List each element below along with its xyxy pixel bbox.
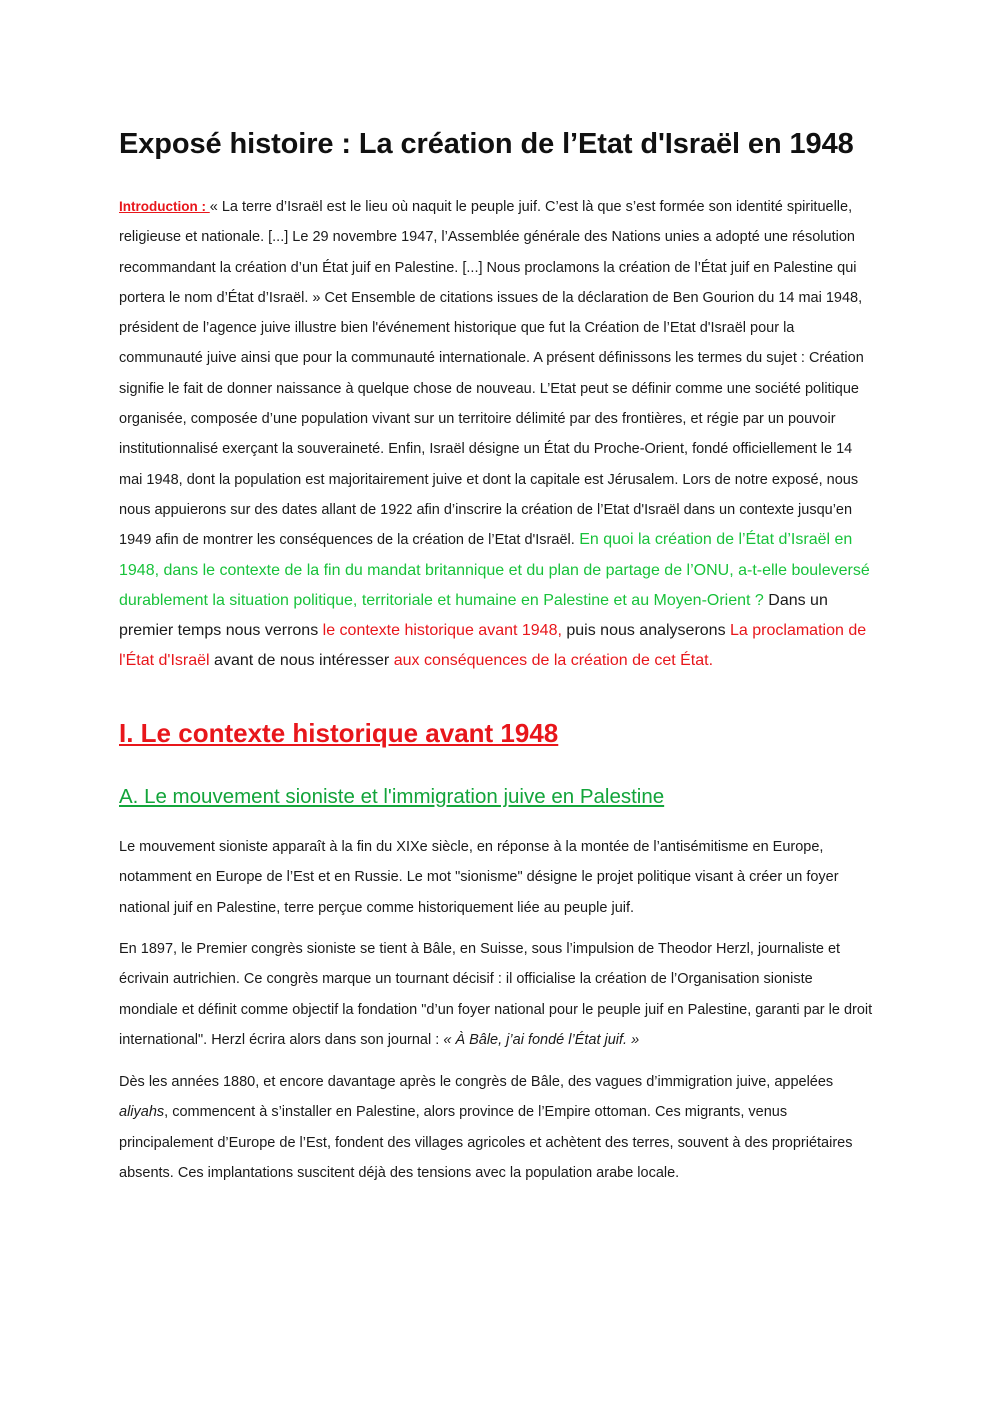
introduction-paragraph	[119, 192, 875, 677]
introduction-body: « La terre d’Israël est le lieu où naquit le peuple juif. C’est là que s’est formée son identité spirituelle, religieuse et nationale. [...] Le 29 novembre 1947, l’Assemblée générale des Nations unies a adopté une résolution recommandant la création d’un État juif en Palestine. [...] Nous proclamons la création de l’État juif en Palestine qui portera le nom d’État d’Israël. » Cet Ensemble de citations issues de la déclaration de Ben Gourion du 14 mai 1948, président de l’agence juive illustre bien l'événement historique que fut la Création de l’Etat d'Israël pour la communauté juive ainsi que pour la communauté internationale. A présent définissons les termes du sujet : Création signifie le fait de donner naissance à quelque chose de nouveau. L’Etat peut se définir comme une société politique organisée, composée d’une population vivant sur un territoire délimité par des frontières, et régie par un pouvoir institutionnalisé exerçant la souveraineté. Enfin, Israël désigne un État du Proche-Orient, fondé officiellement le 14 mai 1948, dont la population est majoritairement juive et dont la capitale est Jérusalem. Lors de notre exposé, nous nous appuierons sur des dates allant de 1922 afin d’inscrire la création de l’Etat d'Israël dans un contexte jusqu’en 1949 afin de montrer les conséquences de la création de l’Etat d'Israël.	[119, 199, 864, 549]
subsection-a-paragraph-2	[119, 934, 875, 1055]
document-title: Exposé histoire : La création de l’Etat d'Israël en 1948	[119, 128, 854, 160]
paragraph-3-end: , commencent à s’installer en Palestine, alors province de l’Empire ottoman. Ces migrants, venus principalement d’Europe de l’Est, fondent des villages agricoles et achètent des terres, souvent à des propriétaires absents. Ces implantations suscitent déjà des tensions avec la population arabe locale.	[119, 1104, 853, 1181]
plan-text-1: Dans un premier temps nous verrons	[119, 591, 828, 640]
plan-text-3: avant de nous intéresser	[209, 652, 394, 670]
problematic-question: En quoi la création de l’État d’Israël en 1948, dans le contexte de la fin du mandat britannique et du plan de partage de l’ONU, a-t-elle bouleversé durablement la situation politique, territoriale et humaine en Palestine et au Moyen-Orient ?	[119, 531, 870, 609]
subsection-a-paragraph-1: Le mouvement sioniste apparaît à la fin du XIXe siècle, en réponse à la montée de l’antisémitisme en Europe, notamment en Europe de l’Est et en Russie. Le mot "sionisme" désigne le projet politique visant à créer un foyer national juif en Palestine, terre perçue comme historiquement liée au peuple juif.	[119, 839, 839, 916]
paragraph-3-start: Dès les années 1880, et encore davantage après le congrès de Bâle, des vagues d’immigration juive, appelées	[119, 1074, 834, 1090]
subsection-a-heading: A. Le mouvement sioniste et l'immigration juive en Palestine	[119, 785, 665, 808]
introduction-label: Introduction :	[119, 199, 210, 214]
plan-part-2: La proclamation de l'État d'Israël	[119, 622, 867, 670]
paragraph-2-text: En 1897, le Premier congrès sioniste se tient à Bâle, en Suisse, sous l’impulsion de Theodor Herzl, journaliste et écrivain autrichien. Ce congrès marque un tournant décisif : il officialise la création de l’Organisation sioniste mondiale et définit comme objectif la fondation "d’un foyer national pour le peuple juif en Palestine, garanti par le droit international". Herzl écrira alors dans son journal :	[119, 941, 873, 1048]
plan-part-3: aux conséquences de la création de cet État.	[393, 652, 714, 670]
plan-part-1: le contexte historique avant 1948,	[322, 622, 562, 640]
subsection-a-paragraph-3	[119, 1067, 875, 1188]
section-1-heading: I. Le contexte historique avant 1948	[119, 718, 559, 748]
plan-text-2: puis nous analyserons	[561, 622, 731, 640]
herzl-quote: « À Bâle, j’ai fondé l’État juif. »	[443, 1031, 640, 1048]
aliyahs-term: aliyahs	[119, 1104, 165, 1121]
